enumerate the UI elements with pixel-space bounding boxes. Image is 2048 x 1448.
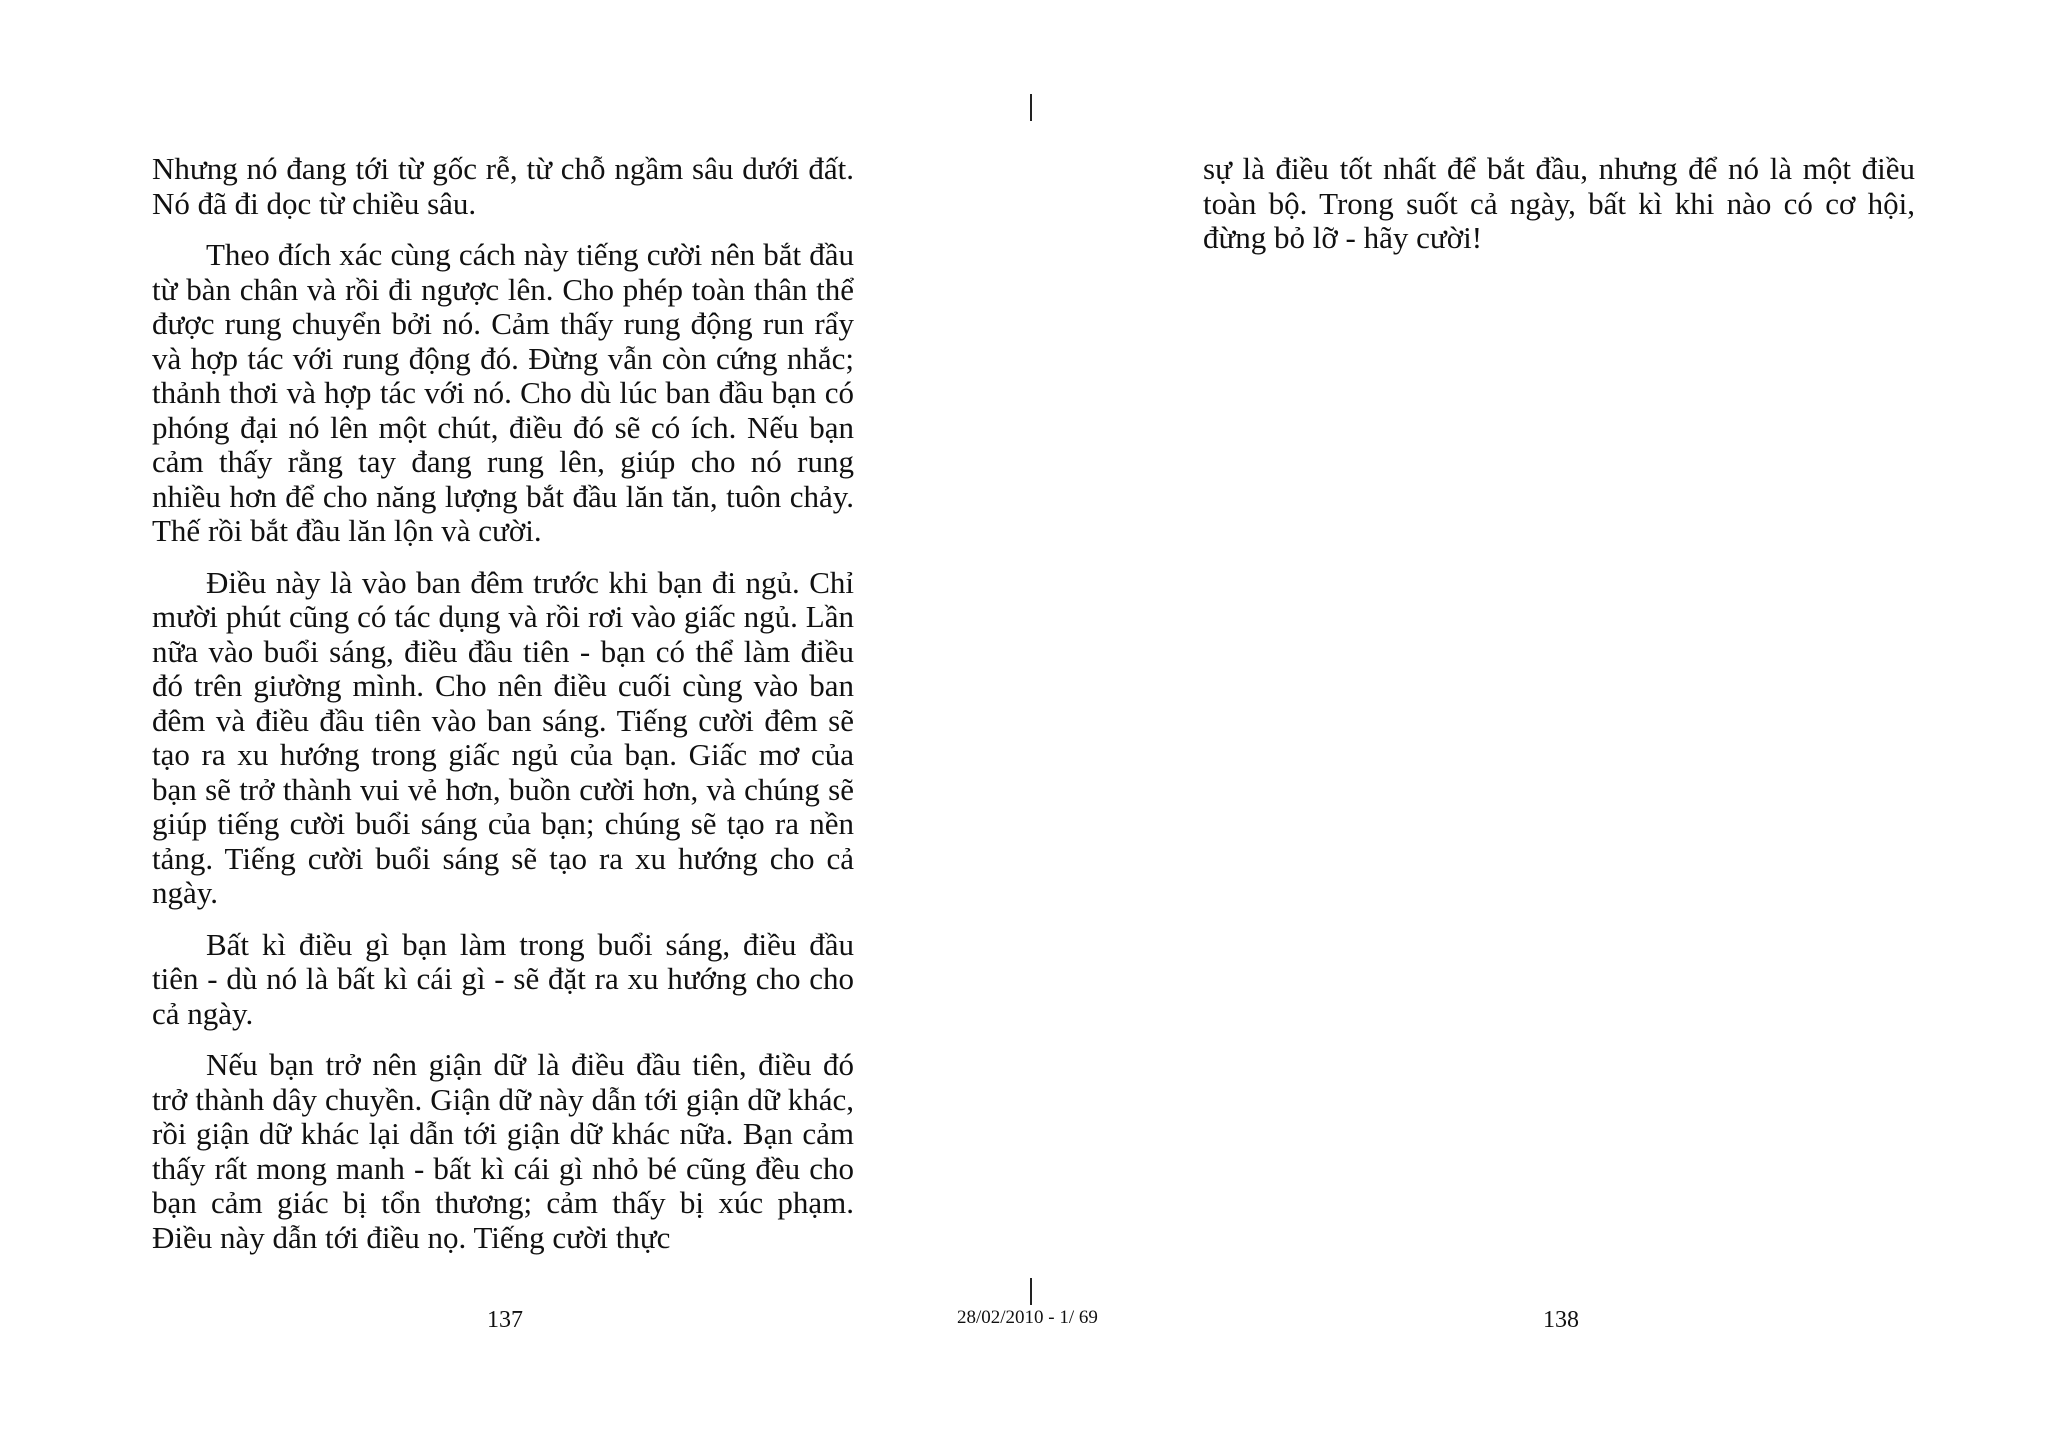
paragraph: Nhưng nó đang tới từ gốc rễ, từ chỗ ngầm sâu dưới đất. Nó đã đi dọc từ chiều sâu. <box>152 151 854 221</box>
paragraph: Điều này là vào ban đêm trước khi bạn đi ngủ. Chỉ mười phút cũng có tác dụng và rồi rơi vào giấc ngủ. Lần nữa vào buổi sáng, điều đầu tiên - bạn có thể làm điều đó trên giường mình. Cho nên điều cuối cùng vào ban đêm và điều đầu tiên vào ban sáng. Tiếng cười đêm sẽ tạo ra xu hướng trong giấc ngủ của bạn. Giấc mơ của bạn sẽ trở thành vui vẻ hơn, buồn cười hơn, và chúng sẽ giúp tiếng cười buổi sáng của bạn; chúng sẽ tạo ra nền tảng. Tiếng cười buổi sáng sẽ tạo ra xu hướng cho cả ngày. <box>152 564 854 910</box>
paragraph: sự là điều tốt nhất để bắt đầu, nhưng để nó là một điều toàn bộ. Trong suốt cả ngày, bất kì khi nào có cơ hội, đừng bỏ lỡ - hãy cười! <box>1203 151 1915 255</box>
left-page-text <box>152 152 854 1272</box>
fold-mark-bottom <box>1030 1278 1032 1305</box>
page-number-right: 138 <box>1543 1307 1579 1333</box>
right-page-text <box>1203 152 1915 273</box>
print-date-stamp: 28/02/2010 - 1/ 69 <box>957 1307 1098 1328</box>
paragraph: Bất kì điều gì bạn làm trong buổi sáng, điều đầu tiên - dù nó là bất kì cái gì - sẽ đặt ra xu hướng cho cho cả ngày. <box>152 926 854 1031</box>
paragraph: Nếu bạn trở nên giận dữ là điều đầu tiên, điều đó trở thành dây chuyền. Giận dữ này dẫn tới giận dữ khác, rồi giận dữ khác lại dẫn tới giận dữ khác nữa. Bạn cảm thấy rất mong manh - bất kì cái gì nhỏ bé cũng đều cho bạn cảm giác bị tổn thương; cảm thấy bị xúc phạm. Điều này dẫn tới điều nọ. Tiếng cười thực <box>152 1047 854 1255</box>
page-number-left: 137 <box>487 1307 523 1333</box>
paragraph: Theo đích xác cùng cách này tiếng cười nên bắt đầu từ bàn chân và rồi đi ngược lên. Cho phép toàn thân thể được rung chuyển bởi nó. Cảm thấy rung động run rẩy và hợp tác với rung động đó. Đừng vẫn còn cứng nhắc; thảnh thơi và hợp tác với nó. Cho dù lúc ban đầu bạn có phóng đại nó lên một chút, điều đó sẽ có ích. Nếu bạn cảm thấy rằng tay đang rung lên, giúp cho nó rung nhiều hơn để cho năng lượng bắt đầu lăn tăn, tuôn chảy. Thế rồi bắt đầu lăn lộn và cười. <box>152 237 854 548</box>
fold-mark-top <box>1030 94 1032 121</box>
